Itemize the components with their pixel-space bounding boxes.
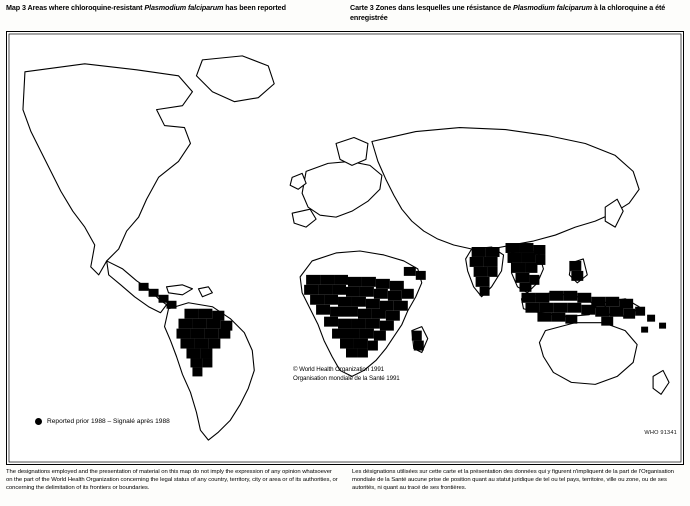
map-copyright bbox=[293, 366, 400, 384]
legend-marker-icon bbox=[35, 418, 42, 425]
world-map bbox=[6, 31, 684, 465]
header-label-english: Map 3 bbox=[6, 3, 26, 12]
header-label-french: Carte 3 bbox=[350, 3, 374, 12]
disclaimer-french-text: Les désignations utilisées sur cette carte et la présentation des données qui y figurent n'impliquent de la part de l'Organisation mondiale de la Santé aucune prise de position quant au statut juridique de tel ou tel pays, territoire, ville ou zone, ou de ses autorités, ni quant au tracé de ses frontières. bbox=[352, 469, 674, 492]
header-text-after-french: à la chloroquine a été enregistrée bbox=[350, 3, 666, 22]
map-disclaimer bbox=[6, 468, 684, 502]
map-reference-code: WHO 91341 bbox=[644, 430, 677, 436]
legend-label: Reported prior 1988 – Signalé après 1988 bbox=[47, 418, 170, 425]
header-text-after-english: has been reported bbox=[225, 3, 286, 12]
disclaimer-french bbox=[352, 468, 684, 502]
map-copyright-english: © World Health Organization 1991 bbox=[293, 366, 385, 373]
header-title-english bbox=[6, 3, 340, 30]
header-species-french: Plasmodium falciparum bbox=[513, 3, 592, 12]
map-legend bbox=[35, 418, 170, 425]
world-map-graphic bbox=[7, 32, 683, 464]
disclaimer-english bbox=[6, 468, 338, 502]
page-header bbox=[0, 0, 690, 30]
map-copyright-french: Organisation mondiale de la Santé 1991 bbox=[293, 374, 400, 382]
header-species-english: Plasmodium falciparum bbox=[144, 3, 224, 12]
header-title-french bbox=[350, 3, 684, 30]
disclaimer-english-text: The designations employed and the presentation of material on this map do not imply the expression of any opinion whatsoever on the part of the World Health Organization concerning the legal status of any country, territory, city or area or of its authorities, or concerning the delimitation of its frontiers or boundaries. bbox=[6, 469, 338, 492]
header-text-before-english: Areas where chloroquine-resistant bbox=[27, 3, 143, 12]
header-text-before-french: Zones dans lesquelles une résistance de bbox=[375, 3, 512, 12]
